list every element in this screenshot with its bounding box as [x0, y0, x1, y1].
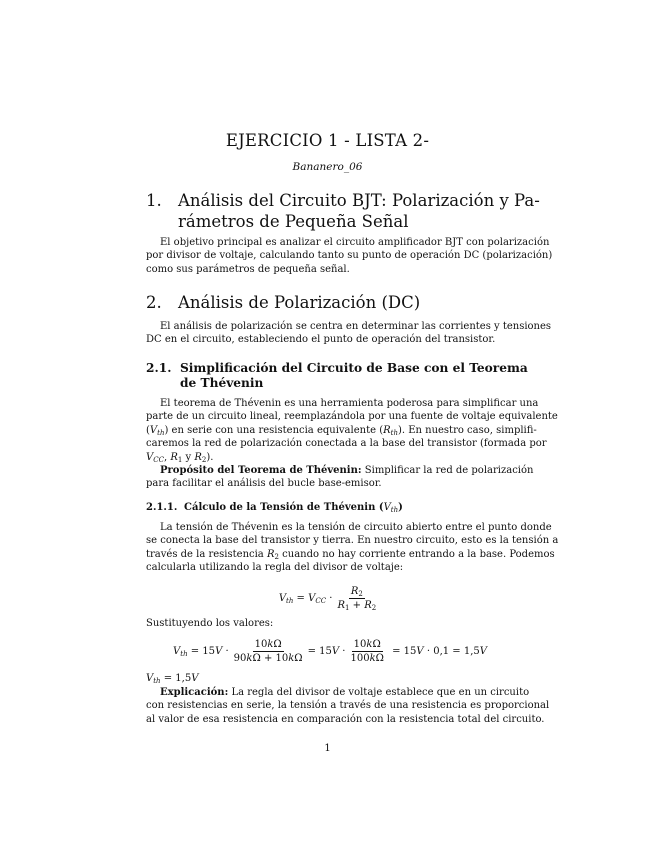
explanation-line: al valor de esa resistencia en comparación con la resistencia total del circuito.	[146, 713, 545, 725]
page-number: 1	[324, 743, 331, 754]
purpose-line: Propósito del Teorema de Thévenin: Simplificar la red de polarización	[160, 465, 534, 476]
para-line: $V_{CC}$, $R_1$ y $R_2$).	[146, 451, 214, 464]
subsubsection-2-1-1-title: Cálculo de la Tensión de Thévenin $(V_{th})$	[184, 502, 403, 514]
section-2-number: 2.	[146, 293, 162, 312]
para-line: caremos la red de polarización conectada a la base del transistor (formada por	[146, 438, 547, 450]
subsubsection-2-1-1-heading	[146, 501, 516, 515]
section-2-paragraph	[146, 320, 552, 347]
section-1-title-line2: rámetros de Pequeña Señal	[178, 212, 409, 231]
explanation-line: Explicación: La regla del divisor de voltaje establece que en un circuito	[160, 687, 530, 698]
para-line: se conecta la base del transistor y tierra. En nuestro circuito, esto es la tensión a	[146, 535, 559, 547]
section-1-para-line: como sus parámetros de pequeña señal.	[146, 263, 350, 275]
subsection-2-1-paragraph	[146, 397, 558, 464]
section-2-para-line: DC en el circuito, estableciendo el punto de operación del transistor.	[146, 334, 496, 346]
equation-substitution: $V_{th} = 15V$ · $\frac{10k\Omega}{90k\Omega + 10k\Omega}$ = 15V · $\frac{10k\Omega}{100k\Omega}$ = 15V · 0,1 = 1,5V	[173, 638, 487, 664]
section-1-number: 1.	[146, 191, 162, 210]
para-line: El teorema de Thévenin es una herramienta poderosa para simplificar una	[160, 398, 539, 409]
subsection-2-1-title-line2: de Thévenin	[180, 376, 264, 390]
document-author: Bananero_06	[292, 161, 363, 173]
para-line: $(V_{th})$ en serie con una resistencia equivalente $(R_{th})$. En nuestro caso, simplifi-	[146, 424, 537, 437]
para-line: través de la resistencia $R_2$ cuando no hay corriente entrando a la base. Podemos	[146, 548, 555, 561]
purpose-line: para facilitar el análisis del bucle base-emisor.	[146, 478, 382, 490]
subsection-2-1-title-line1: Simplificación del Circuito de Base con el Teorema	[180, 361, 528, 375]
section-1-paragraph	[146, 236, 553, 276]
section-2-heading	[146, 292, 516, 313]
subsubsection-2-1-1-paragraph	[146, 521, 559, 575]
result-line: $V_{th} = 1,5V$	[146, 673, 199, 685]
section-1-title-line1: Análisis del Circuito BJT: Polarización y Pa-	[178, 191, 540, 210]
fraction: $\frac{10k\Omega}{100k\Omega}$	[350, 638, 384, 664]
fraction: $\frac{R_2}{R_1 + R_2}$	[337, 585, 377, 612]
explanation-label: Explicación:	[160, 687, 229, 698]
section-1-para-line: El objetivo principal es analizar el circuito amplificador BJT con polarización	[160, 237, 550, 248]
purpose-label: Propósito del Teorema de Thévenin:	[160, 465, 362, 476]
section-2-para-line: El análisis de polarización se centra en determinar las corrientes y tensiones	[160, 321, 552, 332]
explanation-line: con resistencias en serie, la tensión a través de una resistencia es proporcional	[146, 700, 550, 712]
fraction: $\frac{10k\Omega}{90k\Omega + 10k\Omega}$	[233, 638, 303, 664]
subsection-2-1-number: 2.1.	[146, 361, 172, 375]
section-1-para-line: por divisor de voltaje, calculando tanto su punto de operación DC (polarización)	[146, 250, 553, 262]
substitute-label: Sustituyendo los valores:	[146, 618, 274, 629]
section-2-title: Análisis de Polarización (DC)	[178, 293, 421, 312]
explanation-paragraph	[146, 686, 550, 726]
equation-voltage-divider: $V_{th} = V_{CC}$ · $\frac{R_2}{R_1 + R_2}$	[278, 585, 377, 612]
purpose-paragraph	[146, 464, 534, 491]
subsubsection-2-1-1-number: 2.1.1.	[146, 502, 178, 513]
document-title: EJERCICIO 1 - LISTA 2-	[225, 131, 430, 150]
section-1-heading	[146, 190, 540, 232]
para-line: La tensión de Thévenin es la tensión de circuito abierto entre el punto donde	[160, 522, 552, 533]
subsection-2-1-heading	[146, 361, 528, 391]
para-line: calcularla utilizando la regla del divisor de voltaje:	[146, 562, 404, 574]
para-line: parte de un circuito lineal, reemplazándola por una fuente de voltaje equivalente	[146, 411, 558, 423]
